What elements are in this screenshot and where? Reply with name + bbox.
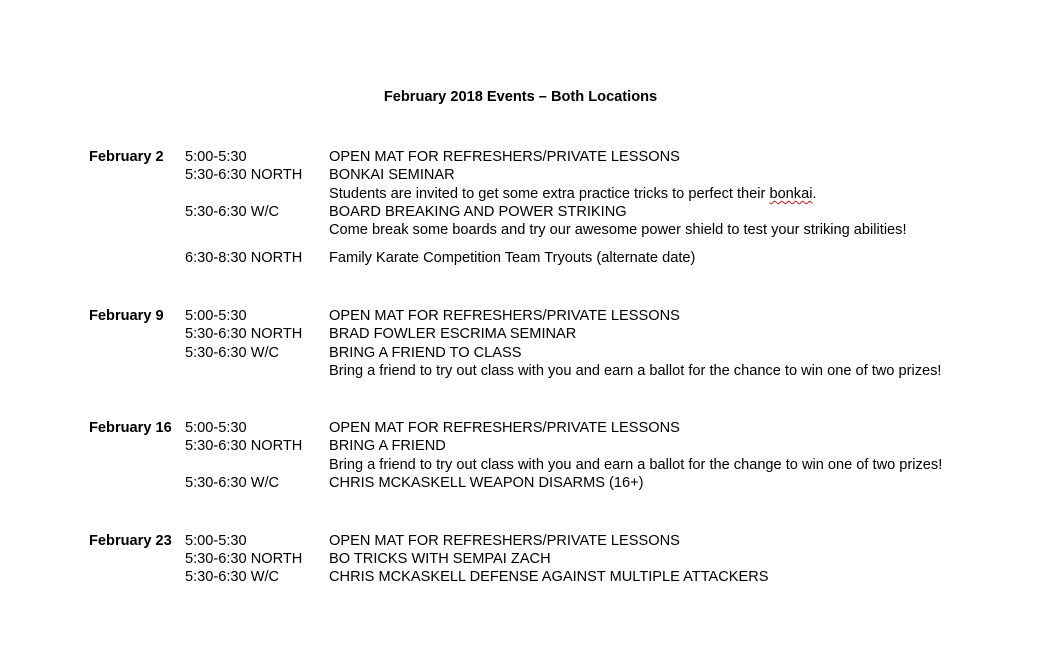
event-time: 5:30-6:30 W/C xyxy=(185,345,280,361)
event-note: Bring a friend to try out class with you and earn a ballot for the chance to win one of two prizes! xyxy=(329,363,942,379)
event-time: 5:00-5:30 xyxy=(185,420,247,436)
event-title: BO TRICKS WITH SEMPAI ZACH xyxy=(329,551,551,567)
event-title: BOARD BREAKING AND POWER STRIKING xyxy=(329,204,627,220)
event-time: 5:00-5:30 xyxy=(185,308,247,324)
event-note xyxy=(329,185,817,203)
event-title: BRING A FRIEND xyxy=(329,438,446,454)
event-time: 5:30-6:30 NORTH xyxy=(185,326,303,342)
event-time: 5:00-5:30 xyxy=(185,533,247,549)
event-time: 5:30-6:30 NORTH xyxy=(185,551,303,567)
event-note-text: Students are invited to get some extra practice tricks to perfect their xyxy=(329,186,770,202)
event-note: Come break some boards and try our awesome power shield to test your striking abilities! xyxy=(329,222,907,238)
event-date: February 2 xyxy=(89,149,164,165)
page-title: February 2018 Events – Both Locations xyxy=(383,89,658,105)
event-title: OPEN MAT FOR REFRESHERS/PRIVATE LESSONS xyxy=(329,308,680,324)
event-time: 5:30-6:30 NORTH xyxy=(185,438,303,454)
event-time: 5:30-6:30 NORTH xyxy=(185,167,303,183)
event-time: 5:00-5:30 xyxy=(185,149,247,165)
event-time: 6:30-8:30 NORTH xyxy=(185,250,303,266)
event-date: February 9 xyxy=(89,308,164,324)
event-title: OPEN MAT FOR REFRESHERS/PRIVATE LESSONS xyxy=(329,149,680,165)
event-title: OPEN MAT FOR REFRESHERS/PRIVATE LESSONS xyxy=(329,533,680,549)
event-note-text: . xyxy=(812,186,817,202)
event-title: BRAD FOWLER ESCRIMA SEMINAR xyxy=(329,326,577,342)
event-note: Bring a friend to try out class with you and earn a ballot for the change to win one of two prizes! xyxy=(329,457,943,473)
event-date: February 23 xyxy=(89,533,172,549)
event-title: BONKAI SEMINAR xyxy=(329,167,455,183)
event-title: OPEN MAT FOR REFRESHERS/PRIVATE LESSONS xyxy=(329,420,680,436)
event-date: February 16 xyxy=(89,420,172,436)
event-time: 5:30-6:30 W/C xyxy=(185,204,280,220)
event-title: CHRIS MCKASKELL WEAPON DISARMS (16+) xyxy=(329,475,644,491)
event-time: 5:30-6:30 W/C xyxy=(185,569,280,585)
event-time: 5:30-6:30 W/C xyxy=(185,475,280,491)
event-title: BRING A FRIEND TO CLASS xyxy=(329,345,522,361)
spellcheck-flagged-word: bonkai xyxy=(769,186,813,202)
event-title: Family Karate Competition Team Tryouts (alternate date) xyxy=(329,250,696,266)
event-title: CHRIS MCKASKELL DEFENSE AGAINST MULTIPLE ATTACKERS xyxy=(329,569,769,585)
